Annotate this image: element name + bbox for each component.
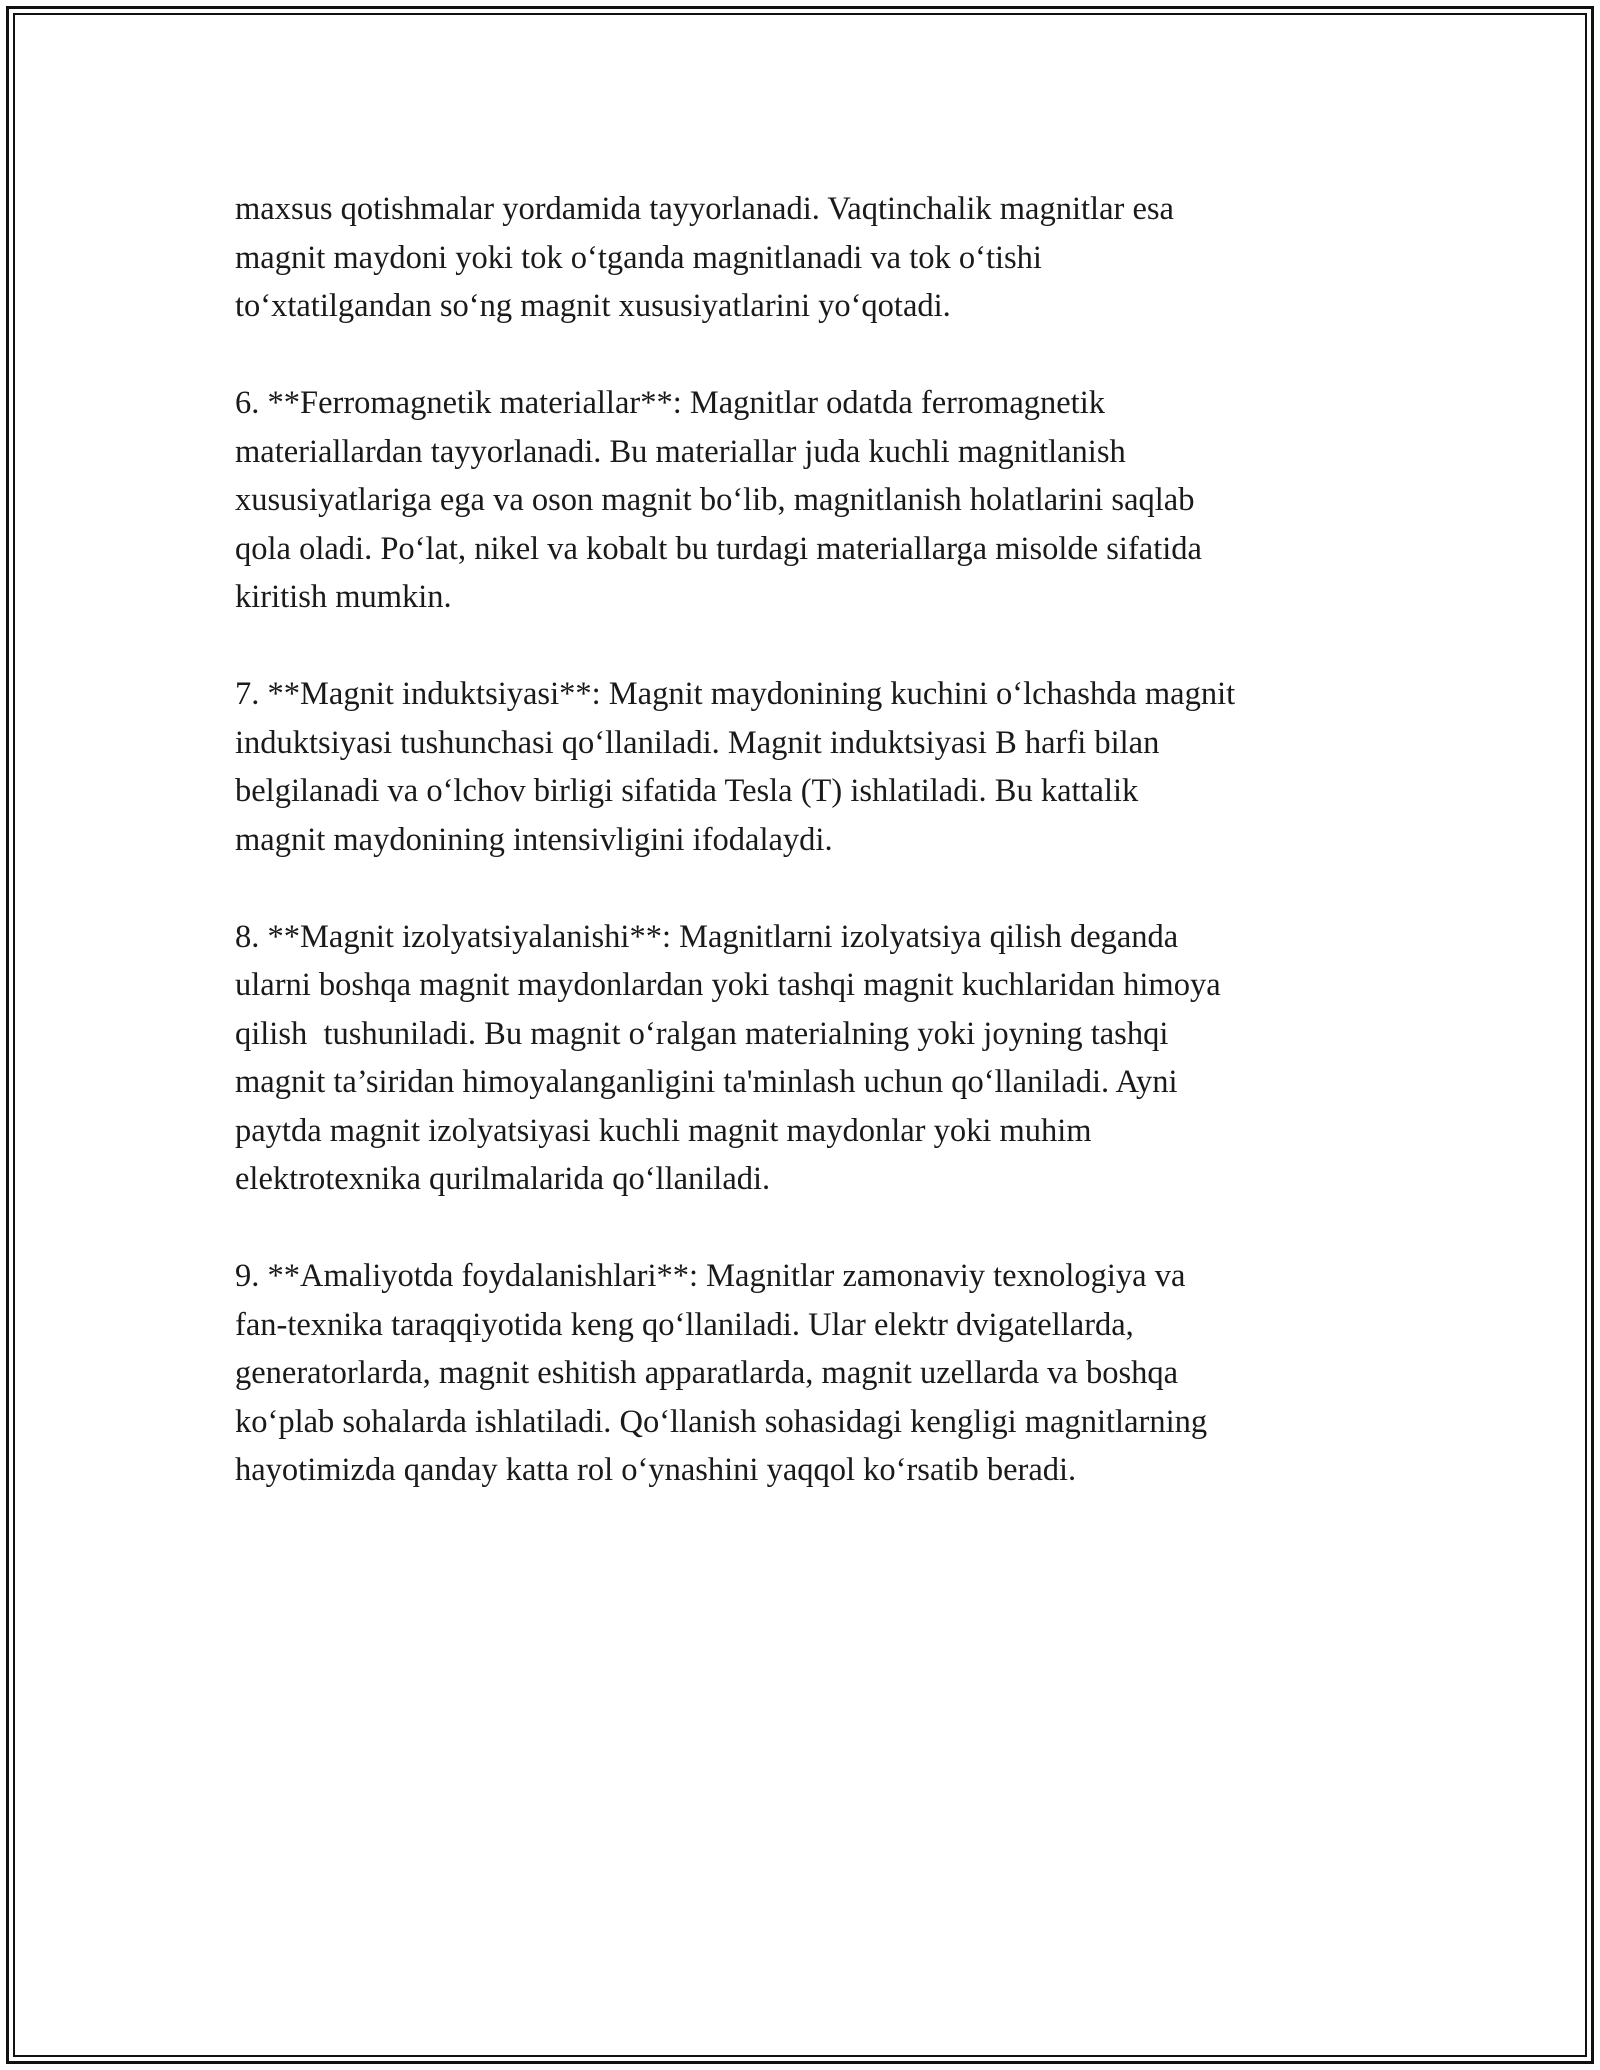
document-body [235, 185, 1375, 1543]
paragraph-magnetic-isolation [235, 913, 1375, 1204]
text-line: elektrotexnika qurilmalarida qo‘llaniladi. [235, 1161, 771, 1197]
text-line: induktsiyasi tushunchasi qo‘llaniladi. Magnit induktsiyasi B harfi bilan [235, 724, 1160, 761]
text-line: generatorlarda, magnit eshitish apparatlarda, magnit uzellarda va boshqa [235, 1355, 1179, 1391]
text-line: materiallardan tayyorlanadi. Bu materiallar juda kuchli magnitlanish [235, 433, 1126, 470]
paragraph-ferromagnetic-materials [235, 379, 1375, 622]
text-line: fan-texnika taraqqiyotida keng qo‘llaniladi. Ular elektr dvigatellarda, [235, 1306, 1134, 1343]
text-line: maxsus qotishmalar yordamida tayyorlanadi. Vaqtinchalik magnitlar esa [235, 191, 1174, 227]
paragraph-intro [235, 185, 1375, 331]
text-line: magnit maydoni yoki tok o‘tganda magnitlanadi va tok o‘tishi [235, 239, 1042, 276]
text-line: to‘xtatilgandan so‘ng magnit xususiyatlarini yo‘qotadi. [235, 288, 951, 324]
text-line: 8. **Magnit izolyatsiyalanishi**: Magnitlarni izolyatsiya qilish deganda [235, 918, 1179, 955]
text-line: ularni boshqa magnit maydonlardan yoki tashqi magnit kuchlaridan himoya [235, 967, 1221, 1003]
text-line: hayotimizda qanday katta rol o‘ynashini yaqqol ko‘rsatib beradi. [235, 1452, 1077, 1488]
text-line: paytda magnit izolyatsiyasi kuchli magnit maydonlar yoki muhim [235, 1112, 1092, 1149]
text-line: belgilanadi va o‘lchov birligi sifatida Tesla (T) ishlatiladi. Bu kattalik [235, 773, 1139, 809]
text-line: 6. **Ferromagnetik materiallar**: Magnitlar odatda ferromagnetik [235, 385, 1105, 421]
text-line: kiritish mumkin. [235, 579, 452, 615]
text-line: 9. **Amaliyotda foydalanishlari**: Magnitlar zamonaviy texnologiya va [235, 1258, 1186, 1294]
text-line: magnit ta’siridan himoyalanganligini ta'minlash uchun qo‘llaniladi. Ayni [235, 1064, 1178, 1100]
text-line: xususiyatlariga ega va oson magnit bo‘lib, magnitlanish holatlarini saqlab [235, 482, 1195, 518]
text-line: ko‘plab sohalarda ishlatiladi. Qo‘llanish sohasidagi kengligi magnitlarning [235, 1403, 1208, 1440]
text-line: 7. **Magnit induktsiyasi**: Magnit maydonining kuchini o‘lchashda magnit [235, 676, 1236, 712]
text-line: qola oladi. Po‘lat, nikel va kobalt bu turdagi materiallarga misolde sifatida [235, 530, 1202, 567]
text-line: qilish tushuniladi. Bu magnit o‘ralgan materialning yoki joyning tashqi [235, 1015, 1169, 1052]
paragraph-practical-uses [235, 1252, 1375, 1495]
text-line: magnit maydonining intensivligini ifodalaydi. [235, 821, 833, 858]
paragraph-magnetic-induction [235, 670, 1375, 864]
